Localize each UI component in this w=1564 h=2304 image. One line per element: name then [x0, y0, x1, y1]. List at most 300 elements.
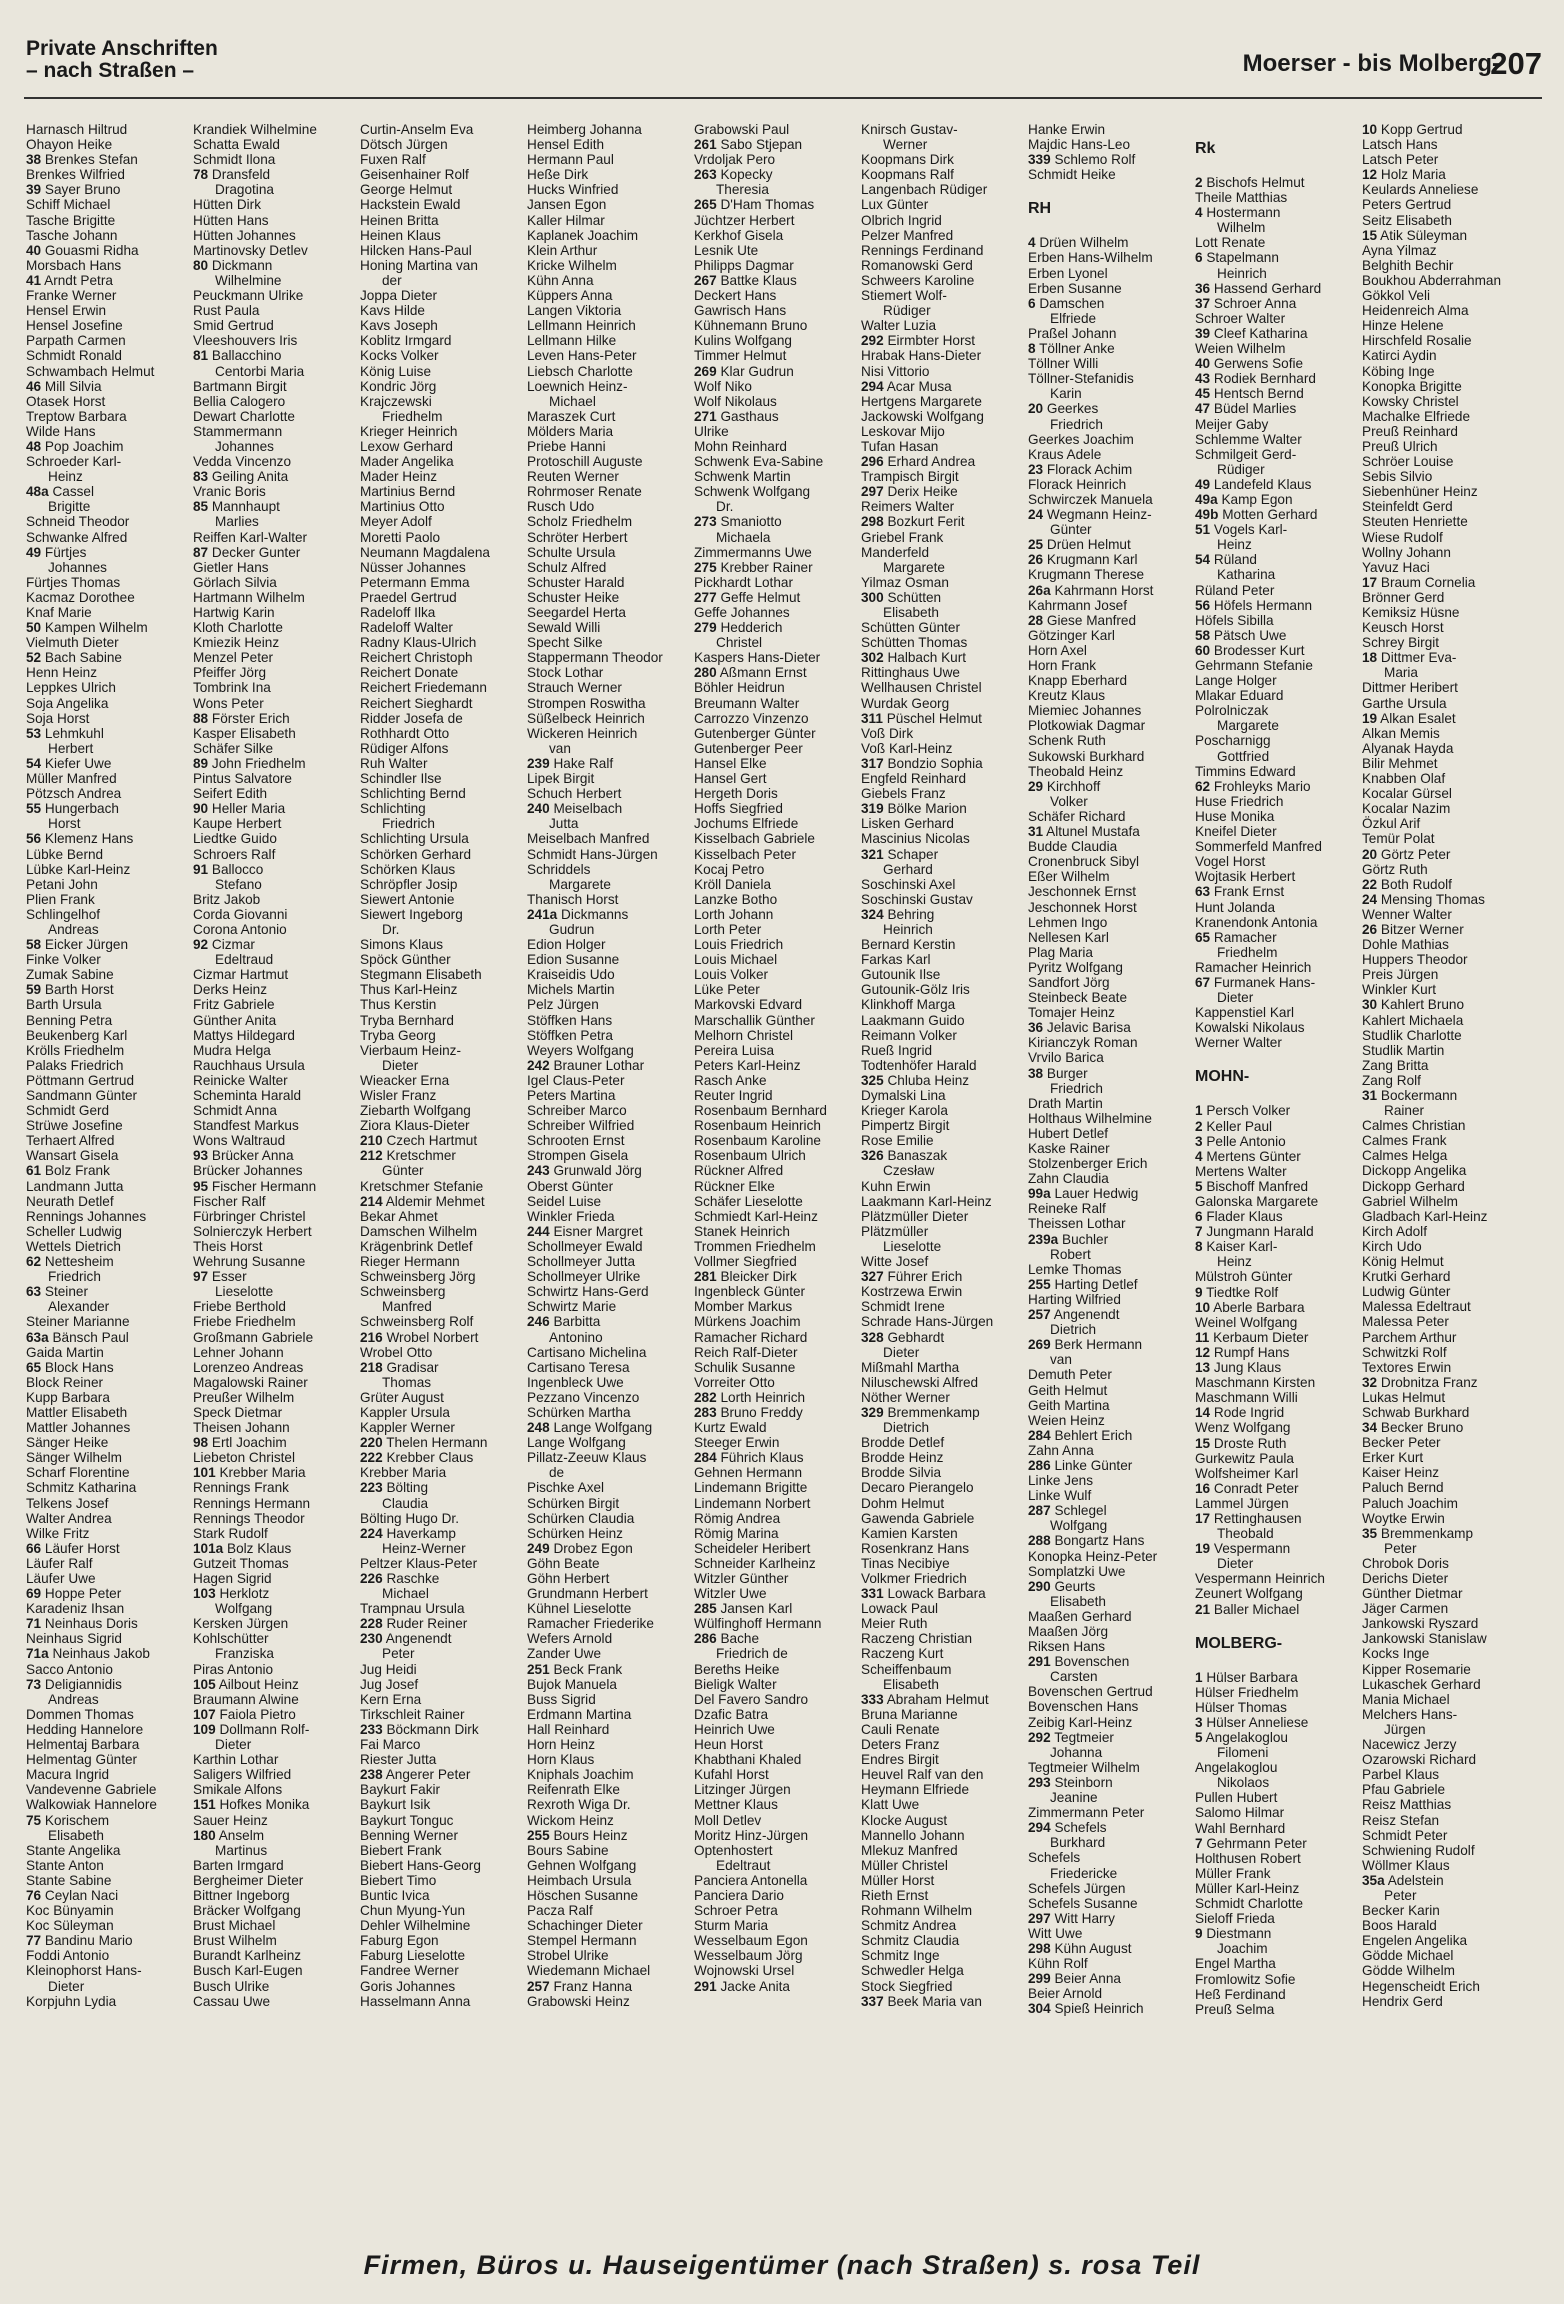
directory-entry: Niluschewski Alfred — [861, 1374, 979, 1390]
directory-entry: 255 Bours Heinz — [527, 1827, 628, 1843]
directory-entry: Bittner Ingeborg — [193, 1887, 290, 1903]
directory-entry: Cartisano Michelina — [527, 1344, 647, 1360]
directory-entry: Klatt Uwe — [861, 1797, 920, 1813]
directory-entry: Vorreiter Otto — [694, 1374, 775, 1390]
directory-entry: Claudia — [382, 1495, 429, 1511]
directory-entry: Kniphals Joachim — [527, 1767, 634, 1783]
directory-entry: Igel Claus-Peter — [527, 1072, 625, 1088]
directory-entry: Peltzer Klaus-Peter — [360, 1555, 478, 1571]
directory-entry: Kaller Hilmar — [527, 212, 605, 228]
directory-entry: Burandt Karlheinz — [193, 1948, 302, 1964]
directory-entry: 12 Holz Maria — [1362, 167, 1446, 183]
directory-entry: Horn Axel — [1028, 642, 1087, 658]
directory-entry: Temür Polat — [1362, 831, 1435, 847]
directory-entry: Kasper Elisabeth — [193, 725, 296, 741]
directory-entry: 12 Rumpf Hans — [1195, 1344, 1290, 1360]
directory-entry: 58 Eicker Jürgen — [26, 937, 129, 953]
directory-entry: Stante Anton — [26, 1857, 104, 1873]
directory-entry: Werner — [883, 137, 928, 153]
directory-entry: Friedrich — [1050, 1080, 1103, 1096]
directory-entry: Kocaj Petro — [694, 861, 765, 877]
directory-entry: Hackstein Ewald — [360, 197, 461, 213]
directory-entry: 45 Hentsch Bernd — [1195, 386, 1304, 402]
directory-entry: Parchem Arthur — [1362, 1329, 1457, 1345]
directory-entry: Linke Jens — [1028, 1473, 1093, 1489]
directory-entry: 286 Linke Günter — [1028, 1457, 1133, 1473]
directory-entry: 97 Esser — [193, 1269, 247, 1285]
directory-entry: Gehrmann Stefanie — [1195, 658, 1313, 673]
directory-entry: Pelz Jürgen — [527, 997, 599, 1013]
directory-entry: Knabben Olaf — [1362, 771, 1446, 787]
directory-entry: Heymann Elfriede — [861, 1782, 970, 1798]
directory-entry: 328 Gebhardt — [861, 1329, 945, 1345]
directory-entry: Czesław — [883, 1163, 935, 1179]
directory-entry: Specht Silke — [527, 635, 603, 651]
directory-entry: 62 Nettesheim — [26, 1254, 114, 1270]
directory-entry: Özkul Arif — [1362, 816, 1421, 832]
directory-entry: Angelakoglou — [1195, 1760, 1278, 1776]
directory-entry: Schmidt Charlotte — [1195, 1896, 1304, 1912]
directory-entry: Schwambach Helmut — [26, 363, 155, 379]
directory-entry: Schmidt Ilona — [193, 152, 276, 168]
directory-entry: Michael — [549, 393, 596, 409]
directory-entry: Elisabeth — [1050, 1593, 1106, 1609]
directory-entry: Fritz Gabriele — [193, 997, 275, 1013]
directory-entry: 263 Kopecky — [694, 167, 773, 183]
directory-entry: Fürtjes Thomas — [26, 574, 121, 590]
directory-entry: Riester Jutta — [360, 1752, 437, 1768]
directory-entry: Andreas — [48, 1691, 99, 1707]
directory-entry: 294 Schefels — [1028, 1820, 1107, 1836]
directory-entry: Tomajer Heinz — [1028, 1005, 1115, 1021]
directory-entry: 7 Gehrmann Peter — [1195, 1835, 1307, 1851]
directory-entry: Schiff Michael — [26, 197, 111, 213]
directory-entry: 284 Behlert Erich — [1028, 1427, 1133, 1443]
directory-entry: Scheminta Harald — [193, 1088, 302, 1103]
directory-entry: Farkas Karl — [861, 952, 931, 968]
directory-entry: Schroer Petra — [694, 1903, 778, 1919]
directory-entry: 75 Korischem — [26, 1812, 110, 1828]
directory-entry: Joppa Dieter — [360, 288, 438, 304]
directory-entry: Süßelbeck Heinrich — [527, 710, 645, 726]
directory-entry: Sommerfeld Manfred — [1195, 839, 1322, 855]
directory-entry: Protoschill Auguste — [527, 454, 643, 470]
spacer — [1028, 220, 1195, 235]
directory-entry: Bergheimer Dieter — [193, 1872, 304, 1888]
directory-entry: Gawenda Gabriele — [861, 1510, 975, 1526]
directory-entry: 89 John Friedhelm — [193, 755, 306, 771]
directory-entry: 49 Landefeld Klaus — [1195, 476, 1312, 492]
directory-entry: Elisabeth — [48, 1827, 104, 1843]
directory-entry: 46 Mill Silvia — [26, 378, 102, 394]
directory-entry: Brodde Detlef — [861, 1435, 945, 1451]
directory-entry: Beier Arnold — [1028, 1986, 1103, 2002]
directory-entry: Johannes — [48, 559, 107, 575]
directory-entry: Rennings Theodor — [193, 1510, 305, 1526]
directory-entry: Hergeth Doris — [694, 786, 778, 802]
directory-entry: Lux Günter — [861, 197, 929, 213]
directory-entry: Pillatz-Zeeuw Klaus — [527, 1450, 647, 1466]
directory-entry: Görlach Silvia — [193, 574, 277, 590]
directory-entry: Plien Frank — [26, 891, 95, 907]
directory-entry: Gerhard — [883, 861, 933, 877]
directory-entry: Schrey Birgit — [1362, 635, 1440, 651]
directory-entry: 26 Krugmann Karl — [1028, 552, 1138, 568]
directory-entry: Huse Friedrich — [1195, 793, 1284, 809]
directory-entry: Rennings Johannes — [26, 1208, 147, 1224]
directory-entry: Seifert Edith — [193, 786, 268, 802]
directory-entry: Raczeng Christian — [861, 1631, 973, 1647]
directory-entry: Liebeton Christel — [193, 1450, 296, 1466]
directory-entry: Burkhard — [1050, 1835, 1106, 1851]
directory-entry: Steinbeck Beate — [1028, 990, 1127, 1006]
directory-entry: Walter Andrea — [26, 1510, 112, 1526]
directory-entry: Klinkhoff Marga — [861, 997, 956, 1013]
spacer — [1195, 1088, 1362, 1103]
directory-entry: Galonska Margarete — [1195, 1194, 1319, 1209]
directory-entry: Horst — [48, 816, 81, 832]
directory-entry: Kocks Volker — [360, 348, 439, 364]
directory-entry: 26 Bitzer Werner — [1362, 921, 1464, 937]
directory-entry: Textores Erwin — [1362, 1359, 1452, 1375]
directory-entry: Schreiber Wilfried — [527, 1118, 635, 1134]
directory-entry: 58 Pätsch Uwe — [1195, 627, 1287, 643]
directory-entry: Helmentag Günter — [26, 1752, 138, 1768]
directory-entry: Vandevenne Gabriele — [26, 1782, 157, 1798]
directory-entry: Siebenhüner Heinz — [1362, 484, 1478, 500]
directory-entry: Rüdiger — [1217, 461, 1265, 477]
directory-entry: Miemiec Johannes — [1028, 703, 1142, 719]
directory-entry: Katirci Aydin — [1362, 348, 1437, 364]
directory-entry: Schwenk Wolfgang — [694, 484, 811, 500]
directory-entry: Krägenbrink Detlef — [360, 1238, 473, 1254]
directory-entry: Seegardel Herta — [527, 605, 626, 620]
directory-entry: Friebe Berthold — [193, 1299, 286, 1315]
directory-entry: 339 Schlemo Rolf — [1028, 152, 1136, 168]
directory-entry: 218 Gradisar — [360, 1359, 439, 1375]
directory-entry: Telkens Josef — [26, 1495, 109, 1511]
column-2 — [193, 122, 360, 2220]
directory-entry: Schröer Louise — [1362, 454, 1454, 470]
directory-entry: Lübke Karl-Heinz — [26, 861, 131, 877]
directory-entry: 9 Tiedtke Rolf — [1195, 1284, 1279, 1300]
directory-entry: Parbel Klaus — [1362, 1767, 1440, 1783]
directory-entry: Kulins Wolfgang — [694, 333, 792, 349]
directory-entry: Schmiedt Karl-Heinz — [694, 1208, 818, 1224]
directory-entry: Kühnel Lieselotte — [527, 1601, 632, 1617]
directory-entry: 105 Ailbout Heinz — [193, 1676, 299, 1692]
directory-entry: Antonino — [549, 1329, 603, 1345]
directory-entry: Lehner Johann — [193, 1344, 284, 1360]
directory-entry: Wettels Dietrich — [26, 1238, 121, 1254]
directory-entry: Hütten Hans — [193, 212, 269, 228]
directory-entry: Simons Klaus — [360, 937, 444, 953]
directory-entry: Schürken Martha — [527, 1404, 631, 1420]
directory-entry: Reuten Werner — [527, 469, 619, 485]
directory-entry: Buntic Ivica — [360, 1887, 430, 1903]
directory-entry: Finke Volker — [26, 952, 101, 968]
directory-entry: Mertens Walter — [1195, 1163, 1287, 1179]
section-title-line2: – nach Straßen – — [26, 59, 195, 82]
directory-entry: Franke Werner — [26, 288, 117, 304]
directory-entry: Heidenreich Alma — [1362, 303, 1469, 319]
directory-entry: Kemiksiz Hüsne — [1362, 605, 1460, 620]
directory-entry: Busch Ulrike — [193, 1978, 270, 1994]
directory-entry: Sewald Willi — [527, 620, 601, 636]
directory-entry: Tirkschleit Rainer — [360, 1706, 465, 1722]
directory-entry: 77 Bandinu Mario — [26, 1933, 133, 1949]
directory-entry: Ulrike — [694, 423, 729, 439]
directory-entry: Lammel Jürgen — [1195, 1495, 1289, 1511]
directory-entry: Dieter — [215, 1737, 252, 1753]
directory-entry: Hucks Winfried — [527, 182, 619, 198]
directory-entry: Stock Siegfried — [861, 1978, 953, 1994]
directory-entry: Paluch Bernd — [1362, 1480, 1444, 1496]
directory-entry: Dieter — [382, 1057, 419, 1073]
directory-entry: Mania Michael — [1362, 1691, 1450, 1707]
directory-entry: Stante Angelika — [26, 1842, 121, 1858]
directory-entry: 288 Bongartz Hans — [1028, 1533, 1145, 1549]
directory-entry: Hinze Helene — [1362, 318, 1444, 334]
street-heading: MOLBERG- — [1195, 1634, 1283, 1652]
directory-entry: Schürken Claudia — [527, 1510, 635, 1526]
directory-entry: Günter — [1050, 522, 1092, 538]
directory-entry: 333 Abraham Helmut — [861, 1691, 989, 1707]
directory-entry: Maschmann Kirsten — [1195, 1375, 1316, 1391]
directory-entry: Hülser Friedhelm — [1195, 1684, 1299, 1700]
directory-entry: Mölders Maria — [527, 423, 614, 439]
directory-entry: 329 Bremmenkamp — [861, 1404, 980, 1420]
directory-entry: Alkan Memis — [1362, 725, 1440, 741]
directory-entry: Tasche Johann — [26, 227, 118, 243]
directory-entry: Riksen Hans — [1028, 1639, 1106, 1655]
directory-entry: Scharf Florentine — [26, 1465, 130, 1481]
directory-entry: 265 D'Ham Thomas — [694, 197, 815, 213]
directory-entry: 239a Buchler — [1028, 1231, 1109, 1247]
directory-entry: Jug Josef — [360, 1676, 419, 1692]
directory-entry: Maria — [1384, 665, 1418, 681]
directory-entry: Kocalar Gürsel — [1362, 786, 1452, 802]
directory-entry: Markovski Edvard — [694, 997, 803, 1013]
directory-entry: Dommen Thomas — [26, 1706, 134, 1722]
directory-entry: Wellhausen Christel — [861, 680, 982, 696]
directory-entry: Korpjuhn Lydia — [26, 1993, 117, 2009]
directory-entry: Kahrmann Josef — [1028, 597, 1127, 613]
directory-entry: Chun Myung-Yun — [360, 1903, 466, 1919]
directory-entry: Gödde Wilhelm — [1362, 1963, 1455, 1979]
directory-entry: 240 Meiselbach — [527, 801, 623, 817]
directory-entry: Loewnich Heinz- — [527, 378, 628, 394]
directory-entry: Del Favero Sandro — [694, 1691, 809, 1707]
directory-entry: 65 Block Hans — [26, 1359, 114, 1375]
directory-entry: Gutounik-Gölz Iris — [861, 982, 970, 998]
directory-entry: Lellmann Heinrich — [527, 318, 636, 334]
directory-entry: Koc Süleyman — [26, 1918, 114, 1934]
directory-entry: Schütten Thomas — [861, 635, 968, 651]
page-number: 207 — [1490, 46, 1542, 81]
directory-entry: Tombrink Ina — [193, 680, 271, 696]
directory-entry: Friedrich — [382, 816, 435, 832]
directory-entry: Stempel Hermann — [527, 1933, 637, 1949]
directory-entry: 55 Hungerbach — [26, 801, 119, 817]
directory-entry: Jug Heidi — [360, 1661, 417, 1677]
directory-entry: Vielmuth Dieter — [26, 635, 119, 651]
directory-entry: 13 Jung Klaus — [1195, 1360, 1282, 1376]
directory-entry: Manfred — [382, 1299, 432, 1315]
directory-entry: Erben Lyonel — [1028, 265, 1108, 281]
directory-entry: 16 Conradt Peter — [1195, 1480, 1299, 1496]
directory-entry: Karadeniz Ihsan — [26, 1601, 125, 1617]
directory-entry: 50 Kampen Wilhelm — [26, 620, 148, 636]
directory-entry: Barth Ursula — [26, 997, 102, 1013]
directory-entry: 3 Pelle Antonio — [1195, 1133, 1286, 1149]
column-8 — [1195, 122, 1362, 2220]
directory-entry: Hanke Erwin — [1028, 122, 1106, 137]
directory-entry: Cizmar Hartmut — [193, 967, 289, 983]
directory-entry: Michael — [382, 1586, 429, 1602]
directory-entry: Studlik Martin — [1362, 1042, 1445, 1058]
directory-entry: Steeger Erwin — [694, 1435, 780, 1451]
directory-entry: Rohrmoser Renate — [527, 484, 642, 500]
directory-entry: Lexow Gerhard — [360, 438, 453, 454]
directory-entry: Geith Martina — [1028, 1397, 1110, 1413]
directory-entry: Dötsch Jürgen — [360, 137, 448, 153]
directory-entry: 251 Beck Frank — [527, 1661, 623, 1677]
directory-entry: Stegmann Elisabeth — [360, 967, 482, 983]
directory-entry: Kirch Adolf — [1362, 1223, 1427, 1239]
directory-entry: Krandiek Wilhelmine — [193, 122, 317, 137]
directory-entry: Kohlschütter — [193, 1631, 269, 1647]
directory-entry: 277 Geffe Helmut — [694, 589, 801, 605]
directory-entry: Busch Karl-Eugen — [193, 1963, 303, 1979]
directory-entry: Rieger Hermann — [360, 1254, 460, 1270]
directory-entry: Schwiening Rudolf — [1362, 1842, 1475, 1858]
directory-entry: 257 Franz Hanna — [527, 1978, 633, 1994]
directory-entry: Alexander — [48, 1299, 110, 1315]
directory-entry: Fandree Werner — [360, 1963, 459, 1979]
directory-entry: 91 Ballocco — [193, 861, 264, 877]
directory-entry: Wollny Johann — [1362, 544, 1451, 560]
directory-entry: Rose Emilie — [861, 1133, 934, 1149]
directory-entry: Dietrich — [1050, 1322, 1097, 1338]
directory-entry: Friebe Friedhelm — [193, 1314, 296, 1330]
directory-entry: Tegtmeier Wilhelm — [1028, 1759, 1140, 1775]
directory-entry: Robert — [1050, 1246, 1091, 1262]
directory-entry: Schwab Burkhard — [1362, 1404, 1470, 1420]
column-1 — [26, 122, 193, 2220]
directory-entry: Lorenzeo Andreas — [193, 1359, 304, 1375]
directory-entry: Lanzke Botho — [694, 891, 778, 907]
directory-entry: Jeschonnek Ernst — [1028, 884, 1137, 900]
directory-entry: Schweinsberg — [360, 1284, 446, 1300]
directory-entry: Lindemann Brigitte — [694, 1480, 808, 1496]
directory-entry: Theissen Lothar — [1028, 1216, 1126, 1232]
directory-entry: Bovenschen Hans — [1028, 1699, 1139, 1715]
column-7 — [1028, 122, 1195, 2220]
directory-entry: Schmidt Gerd — [26, 1103, 110, 1119]
directory-entry: Schlemme Walter — [1195, 431, 1302, 447]
directory-entry: Ramacher Friederike — [527, 1616, 654, 1632]
directory-entry: Gutenberger Peer — [694, 740, 803, 756]
directory-entry: Schäfer Lieselotte — [694, 1193, 803, 1209]
directory-entry: Jochums Elfriede — [694, 816, 799, 832]
directory-entry: 224 Haverkamp — [360, 1525, 456, 1541]
directory-entry: Parpath Carmen — [26, 333, 126, 349]
directory-entry: Schroers Ralf — [193, 846, 276, 862]
directory-entry: 230 Angenendt — [360, 1631, 452, 1647]
directory-entry: Romanowski Gerd — [861, 257, 973, 273]
directory-entry: Witte Josef — [861, 1254, 929, 1270]
directory-entry: Wrobel Otto — [360, 1344, 433, 1360]
directory-entry: Mlakar Eduard — [1195, 688, 1284, 704]
directory-entry: 180 Anselm — [193, 1827, 265, 1843]
directory-entry: Böhler Heidrun — [694, 680, 785, 696]
directory-entry: Rosenkranz Hans — [861, 1540, 970, 1556]
directory-entry: Küppers Anna — [527, 288, 613, 304]
directory-entry: Wülfinghoff Hermann — [694, 1616, 822, 1632]
directory-entry: Läufer Ralf — [26, 1555, 93, 1571]
directory-entry: 292 Tegtmeier — [1028, 1729, 1114, 1745]
directory-entry: Wesselbaum Egon — [694, 1933, 808, 1949]
directory-entry: Marlies — [215, 514, 259, 530]
directory-entry: Rohmann Wilhelm — [861, 1903, 973, 1919]
directory-entry: Melchers Hans- — [1362, 1706, 1458, 1722]
directory-entry: Schmitz Katharina — [26, 1480, 137, 1496]
directory-entry: Wolfsheimer Karl — [1195, 1465, 1299, 1481]
directory-entry: Fürbringer Christel — [193, 1208, 306, 1224]
directory-entry: Bellia Calogero — [193, 393, 286, 409]
directory-entry: Höschen Susanne — [527, 1887, 639, 1903]
directory-entry: Meijer Gaby — [1195, 416, 1269, 432]
directory-entry: 273 Smaniotto — [694, 514, 782, 530]
directory-entry: Kurtz Ewald — [694, 1420, 767, 1436]
directory-entry: 31 Altunel Mustafa — [1028, 824, 1140, 840]
directory-entry: 69 Hoppe Peter — [26, 1586, 122, 1602]
directory-entry: 326 Banaszak — [861, 1148, 948, 1164]
directory-entry: König Luise — [360, 363, 432, 379]
directory-entry: Kappenstiel Karl — [1195, 1005, 1294, 1021]
directory-entry: Heinrich — [1217, 265, 1267, 281]
directory-entry: Stefano — [215, 876, 262, 892]
directory-entry: Damschen Wilhelm — [360, 1223, 478, 1239]
directory-entry: Grundmann Herbert — [527, 1586, 648, 1602]
directory-entry: Plag Maria — [1028, 944, 1093, 960]
directory-entry: Jeanine — [1050, 1790, 1098, 1806]
directory-entry: 257 Angenendt — [1028, 1307, 1120, 1323]
directory-entry: Lüke Peter — [694, 982, 760, 998]
directory-entry: Kahlert Michaela — [1362, 1012, 1464, 1028]
directory-entry: Müller Horst — [861, 1872, 935, 1888]
directory-entry: Kondric Jörg — [360, 378, 437, 394]
directory-entry: 319 Bölke Marion — [861, 801, 967, 817]
directory-entry: Pfau Gabriele — [1362, 1782, 1446, 1798]
directory-entry: Liebsch Charlotte — [527, 363, 633, 379]
directory-entry: Mannello Johann — [861, 1827, 965, 1843]
directory-entry: Mattler Johannes — [26, 1420, 131, 1436]
directory-entry: Kmiezik Heinz — [193, 635, 280, 651]
directory-entry: Marschallik Günther — [694, 1012, 815, 1028]
directory-entry: Hülser Thomas — [1195, 1699, 1287, 1715]
directory-entry: Wilde Hans — [26, 423, 96, 439]
directory-entry: Günther Dietmar — [1362, 1586, 1463, 1602]
directory-entry: Pickhardt Lothar — [694, 574, 793, 590]
directory-entry: Margarete — [1217, 718, 1279, 734]
directory-entry: Heinrich — [883, 921, 933, 937]
directory-entry: Kloth Charlotte — [193, 620, 283, 636]
directory-entry: Oberst Günter — [527, 1178, 614, 1194]
directory-entry: Kappler Werner — [360, 1420, 455, 1436]
directory-entry: Kaupe Herbert — [193, 816, 282, 832]
